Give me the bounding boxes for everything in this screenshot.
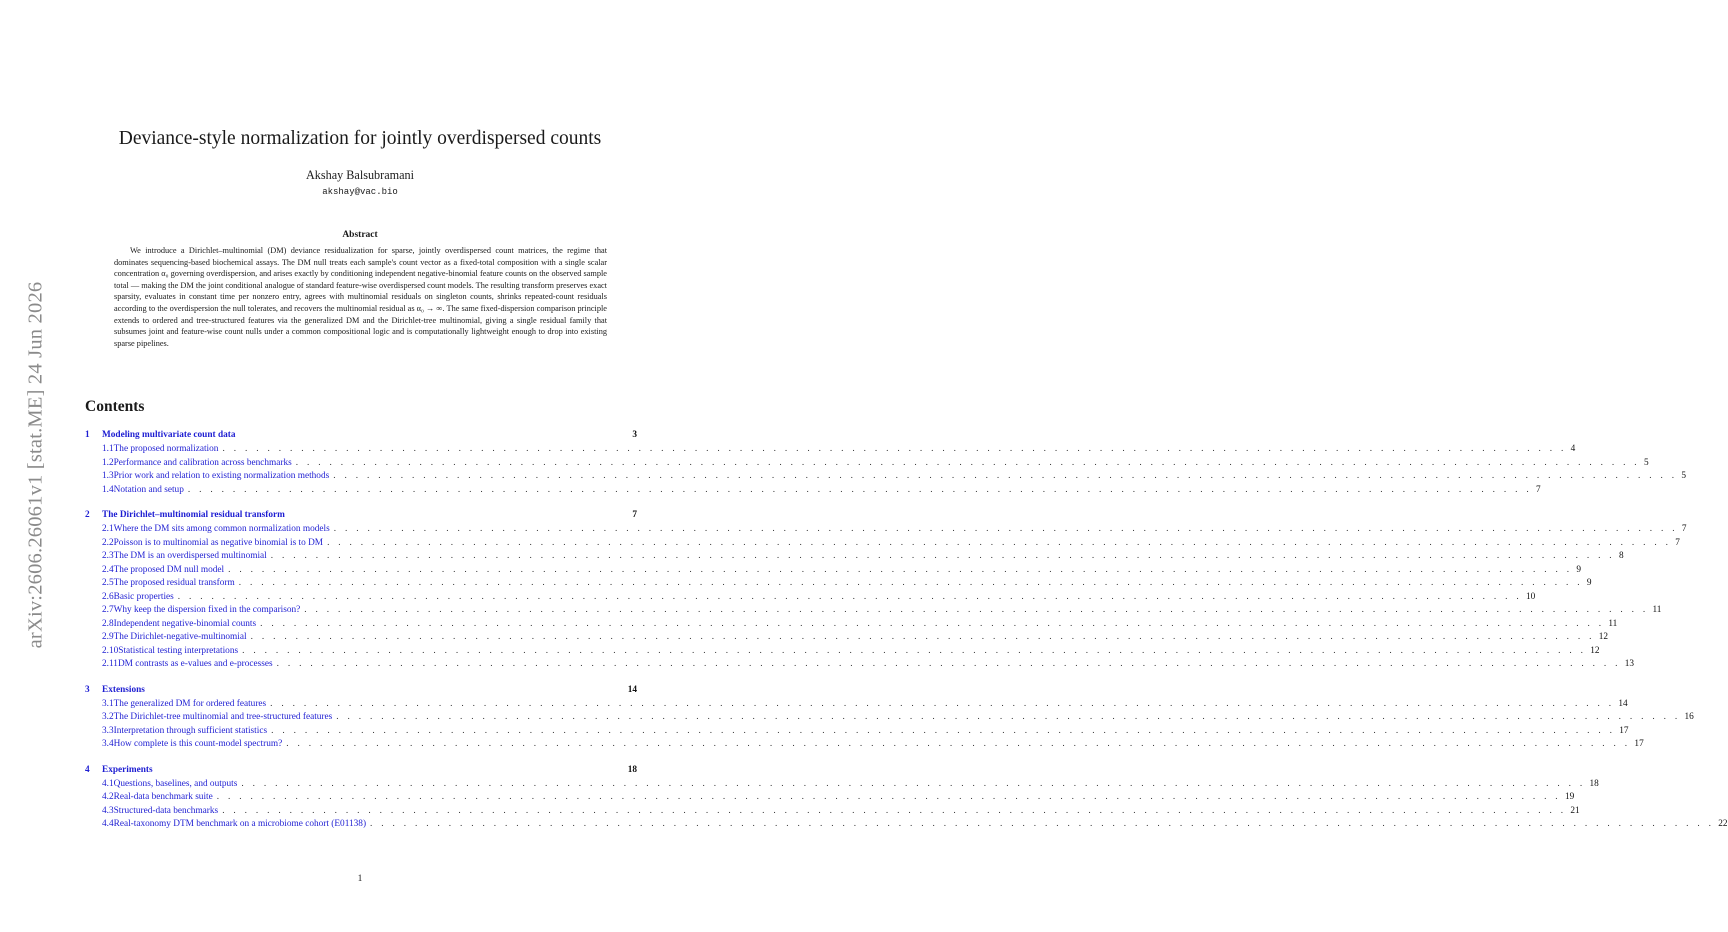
- toc-leader-dots: . . . . . . . . . . . . . . . . . . . . . . . . . . . . . . . . . . . . . . . . . . . . . . . . . . . . . . . . . . . . . . . . . . . . . . . . . . . . . . . . . . . . . . . . . . . . . . . . . . . . . . . . . . . . . . . . . . . . . . . .: [222, 805, 1567, 816]
- toc-section-page: 18: [627, 764, 637, 775]
- toc-subsection-entry[interactable]: [85, 698, 1628, 712]
- toc-subsection-page: 4: [1570, 444, 1576, 454]
- toc-subsection-number: 2.9: [102, 632, 114, 642]
- toc-section-title[interactable]: Experiments: [102, 764, 153, 775]
- toc-subsection-title[interactable]: Questions, baselines, and outputs: [113, 778, 238, 789]
- toc-spacer: [85, 672, 637, 683]
- toc-section-entry[interactable]: [85, 428, 637, 443]
- toc-subsection-title[interactable]: Interpretation through sufficient statistics: [113, 725, 268, 736]
- toc-leader-dots: . . . . . . . . . . . . . . . . . . . . . . . . . . . . . . . . . . . . . . . . . . . . . . . . . . . . . . . . . . . . . . . . . . . . . . . . . . . . . . . . . . . . . . . . . . . . . . . . . . . . . . . . . . . . . . . . . . . . . . . .: [222, 444, 1567, 454]
- toc-subsection-number: 1.3: [102, 471, 114, 481]
- toc-section-page: 7: [632, 510, 637, 520]
- toc-subsection-page: 7: [1675, 537, 1680, 548]
- toc-subsection-number: 2.3: [102, 551, 114, 561]
- toc-section-entry[interactable]: [85, 763, 637, 778]
- toc-subsection-entry[interactable]: [85, 738, 1644, 752]
- toc-subsection-page: 13: [1624, 659, 1635, 669]
- toc-subsection-entry[interactable]: [85, 778, 1599, 792]
- toc-subsection-number: 3.1: [102, 698, 114, 709]
- toc-subsection-entry[interactable]: [85, 577, 1592, 591]
- toc-subsection-entry[interactable]: [85, 805, 1580, 819]
- page-number: 1: [357, 874, 363, 884]
- toc-leader-dots: . . . . . . . . . . . . . . . . . . . . . . . . . . . . . . . . . . . . . . . . . . . . . . . . . . . . . . . . . . . . . . . . . . . . . . . . . . . . . . . . . . . . . . . . . . . . . . . . . . . . . . . . . . . . . . . . . . . . . . . .: [333, 524, 1678, 534]
- toc-subsection-number: 4.4: [102, 819, 114, 829]
- toc-subsection-page: 7: [1536, 484, 1541, 495]
- toc-subsection-page: 5: [1681, 471, 1687, 481]
- toc-subsection-entry[interactable]: [85, 523, 1687, 537]
- toc-leader-dots: . . . . . . . . . . . . . . . . . . . . . . . . . . . . . . . . . . . . . . . . . . . . . . . . . . . . . . . . . . . . . . . . . . . . . . . . . . . . . . . . . . . . . . . . . . . . . . . . . . . . . . . . . . . . . . . . . . . . . . . .: [242, 645, 1587, 656]
- toc-section-page: 3: [632, 430, 637, 440]
- author-name: Akshay Balsubramani: [306, 168, 414, 182]
- toc-subsection-title[interactable]: The generalized DM for ordered features: [113, 698, 267, 709]
- toc-subsection-entry[interactable]: [85, 604, 1662, 618]
- toc-subsection-number: 3.3: [102, 725, 114, 736]
- toc-subsection-page: 11: [1608, 618, 1618, 629]
- toc-section-number: 3: [85, 684, 90, 695]
- toc-subsection-page: 9: [1586, 578, 1592, 588]
- toc-subsection-entry[interactable]: [85, 818, 1728, 832]
- toc-subsection-entry[interactable]: [85, 658, 1635, 672]
- toc-section-title[interactable]: Modeling multivariate count data: [102, 430, 236, 440]
- toc-subsection-number: 2.8: [102, 618, 114, 629]
- toc-leader-dots: . . . . . . . . . . . . . . . . . . . . . . . . . . . . . . . . . . . . . . . . . . . . . . . . . . . . . . . . . . . . . . . . . . . . . . . . . . . . . . . . . . . . . . . . . . . . . . . . . . . . . . . . . . . . . . . . . . . . . . . .: [260, 618, 1605, 629]
- toc-subsection-title[interactable]: Where the DM sits among common normalization models: [113, 524, 330, 534]
- toc-subsection-number: 1.2: [102, 457, 114, 468]
- abstract-heading: Abstract: [342, 230, 378, 240]
- toc-subsection-entry[interactable]: [85, 484, 1541, 498]
- toc-section-title[interactable]: Extensions: [102, 684, 145, 695]
- toc-leader-dots: . . . . . . . . . . . . . . . . . . . . . . . . . . . . . . . . . . . . . . . . . . . . . . . . . . . . . . . . . . . . . . . . . . . . . . . . . . . . . . . . . . . . . . . . . . . . . . . . . . . . . . . . . . . . . . . . . . . . . . . .: [270, 698, 1615, 709]
- toc-subsection-page: 10: [1525, 591, 1536, 602]
- toc-spacer: [85, 752, 637, 763]
- toc-subsection-entry[interactable]: [85, 470, 1687, 484]
- toc-leader-dots: . . . . . . . . . . . . . . . . . . . . . . . . . . . . . . . . . . . . . . . . . . . . . . . . . . . . . . . . . . . . . . . . . . . . . . . . . . . . . . . . . . . . . . . . . . . . . . . . . . . . . . . . . . . . . . . . . . . . . . . .: [286, 739, 1631, 749]
- toc-section-number: 4: [85, 764, 90, 775]
- toc-subsection-title[interactable]: Statistical testing interpretations: [118, 645, 239, 656]
- toc-subsection-number: 2.4: [102, 564, 114, 575]
- arxiv-stamp-text: arXiv:2606.26061v1 [stat.ME] 24 Jun 2026: [24, 281, 47, 649]
- toc-subsection-page: 16: [1684, 712, 1694, 722]
- toc-subsection-number: 1.1: [102, 444, 114, 454]
- toc-subsection-title[interactable]: The proposed residual transform: [113, 578, 235, 588]
- toc-leader-dots: . . . . . . . . . . . . . . . . . . . . . . . . . . . . . . . . . . . . . . . . . . . . . . . . . . . . . . . . . . . . . . . . . . . . . . . . . . . . . . . . . . . . . . . . . . . . . . . . . . . . . . . . . . . . . . . . . . . . . . . .: [187, 484, 1533, 495]
- toc-subsection-number: 2.2: [102, 537, 114, 548]
- toc-subsection-entry[interactable]: [85, 537, 1680, 551]
- toc-section-page: 14: [627, 684, 637, 695]
- toc-subsection-title[interactable]: Poisson is to multinomial as negative binomial is to DM: [113, 537, 324, 548]
- table-of-contents: [85, 428, 1728, 832]
- toc-subsection-page: 9: [1576, 564, 1581, 575]
- toc-subsection-page: 11: [1652, 605, 1662, 615]
- toc-subsection-number: 3.4: [102, 739, 114, 749]
- toc-leader-dots: . . . . . . . . . . . . . . . . . . . . . . . . . . . . . . . . . . . . . . . . . . . . . . . . . . . . . . . . . . . . . . . . . . . . . . . . . . . . . . . . . . . . . . . . . . . . . . . . . . . . . . . . . . . . . . . . . . . . . . . .: [238, 578, 1583, 588]
- toc-subsection-entry[interactable]: [85, 711, 1694, 725]
- toc-subsection-title[interactable]: Real-data benchmark suite: [113, 792, 213, 802]
- toc-subsection-entry[interactable]: [85, 443, 1576, 457]
- toc-subsection-page: 17: [1619, 725, 1629, 736]
- toc-leader-dots: . . . . . . . . . . . . . . . . . . . . . . . . . . . . . . . . . . . . . . . . . . . . . . . . . . . . . . . . . . . . . . . . . . . . . . . . . . . . . . . . . . . . . . . . . . . . . . . . . . . . . . . . . . . . . . . . . . . . . . . .: [270, 551, 1615, 561]
- toc-section-number: 1: [85, 430, 90, 440]
- toc-subsection-title[interactable]: The DM is an overdispersed multinomial: [113, 551, 267, 561]
- toc-subsection-title[interactable]: DM contrasts as e-values and e-processes: [117, 659, 273, 669]
- toc-subsection-number: 2.1: [102, 524, 114, 534]
- toc-leader-dots: . . . . . . . . . . . . . . . . . . . . . . . . . . . . . . . . . . . . . . . . . . . . . . . . . . . . . . . . . . . . . . . . . . . . . . . . . . . . . . . . . . . . . . . . . . . . . . . . . . . . . . . . . . . . . . . . . . . . . . . .: [276, 659, 1621, 669]
- toc-leader-dots: . . . . . . . . . . . . . . . . . . . . . . . . . . . . . . . . . . . . . . . . . . . . . . . . . . . . . . . . . . . . . . . . . . . . . . . . . . . . . . . . . . . . . . . . . . . . . . . . . . . . . . . . . . . . . . . . . . . . . . . .: [177, 591, 1522, 602]
- toc-subsection-title[interactable]: The proposed DM null model: [113, 564, 225, 575]
- toc-subsection-title[interactable]: Prior work and relation to existing normalization methods: [113, 471, 330, 481]
- toc-subsection-page: 7: [1681, 524, 1687, 534]
- toc-section-entry[interactable]: [85, 508, 637, 523]
- toc-subsection-entry[interactable]: [85, 725, 1629, 739]
- toc-subsection-title[interactable]: The proposed normalization: [113, 444, 219, 454]
- toc-section-title[interactable]: The Dirichlet–multinomial residual transform: [102, 510, 285, 520]
- toc-subsection-number: 2.6: [102, 591, 114, 602]
- toc-leader-dots: . . . . . . . . . . . . . . . . . . . . . . . . . . . . . . . . . . . . . . . . . . . . . . . . . . . . . . . . . . . . . . . . . . . . . . . . . . . . . . . . . . . . . . . . . . . . . . . . . . . . . . . . . . . . . . . . . . . . . . . .: [228, 564, 1573, 575]
- toc-leader-dots: . . . . . . . . . . . . . . . . . . . . . . . . . . . . . . . . . . . . . . . . . . . . . . . . . . . . . . . . . . . . . . . . . . . . . . . . . . . . . . . . . . . . . . . . . . . . . . . . . . . . . . . . . . . . . . . . . . . . . . . .: [271, 725, 1616, 736]
- toc-leader-dots: . . . . . . . . . . . . . . . . . . . . . . . . . . . . . . . . . . . . . . . . . . . . . . . . . . . . . . . . . . . . . . . . . . . . . . . . . . . . . . . . . . . . . . . . . . . . . . . . . . . . . . . . . . . . . . . . . . . . . . . .: [370, 819, 1715, 829]
- toc-subsection-title[interactable]: Independent negative-binomial counts: [113, 618, 257, 629]
- toc-leader-dots: . . . . . . . . . . . . . . . . . . . . . . . . . . . . . . . . . . . . . . . . . . . . . . . . . . . . . . . . . . . . . . . . . . . . . . . . . . . . . . . . . . . . . . . . . . . . . . . . . . . . . . . . . . . . . . . . . . . . . . . .: [295, 457, 1640, 468]
- toc-leader-dots: . . . . . . . . . . . . . . . . . . . . . . . . . . . . . . . . . . . . . . . . . . . . . . . . . . . . . . . . . . . . . . . . . . . . . . . . . . . . . . . . . . . . . . . . . . . . . . . . . . . . . . . . . . . . . . . . . . . . . . . .: [327, 537, 1672, 548]
- toc-subsection-title[interactable]: Notation and setup: [113, 484, 184, 495]
- toc-leader-dots: . . . . . . . . . . . . . . . . . . . . . . . . . . . . . . . . . . . . . . . . . . . . . . . . . . . . . . . . . . . . . . . . . . . . . . . . . . . . . . . . . . . . . . . . . . . . . . . . . . . . . . . . . . . . . . . . . . . . . . . .: [336, 712, 1681, 722]
- abstract-body: We introduce a Dirichlet–multinomial (DM) deviance residualization for sparse, jointly overdispersed count matrices, the regime that dominates sequencing-based biochemical assays. The DM null treats each sample's count vector as a fixed-total composition with a single scalar concentration α₀ governing overdispersion, and arises exactly by conditioning independent negative-binomial feature counts on the observed sample total — making the DM the joint conditional analogue of standard feature-wise overdispersed count models. The resulting transform preserves exact sparsity, evaluates in constant time per nonzero entry, agrees with multinomial residuals on singleton counts, shrinks repeated-count residuals according to the overdispersion the null tolerates, and recovers the multinomial residual as α₀ → ∞. The same fixed-dispersion comparison principle extends to ordered and tree-structured features via the generalized DM and the Dirichlet-tree multinomial, giving a single residual family that subsumes joint and feature-wise count nulls under a common compositional logic and is computationally lightweight enough to drop into existing sparse pipelines.: [114, 246, 607, 348]
- toc-leader-dots: . . . . . . . . . . . . . . . . . . . . . . . . . . . . . . . . . . . . . . . . . . . . . . . . . . . . . . . . . . . . . . . . . . . . . . . . . . . . . . . . . . . . . . . . . . . . . . . . . . . . . . . . . . . . . . . . . . . . . . . .: [250, 632, 1595, 642]
- paper-title: Deviance-style normalization for jointly overdispersed counts: [118, 128, 602, 149]
- contents-heading: Contents: [85, 398, 145, 415]
- toc-subsection-page: 5: [1643, 457, 1649, 468]
- toc-subsection-title[interactable]: The Dirichlet-negative-multinomial: [113, 632, 247, 642]
- toc-subsection-entry[interactable]: [85, 618, 1618, 632]
- toc-subsection-entry[interactable]: [85, 591, 1536, 605]
- toc-subsection-page: 21: [1570, 805, 1580, 816]
- toc-subsection-number: 2.7: [102, 605, 114, 615]
- toc-subsection-number: 3.2: [102, 712, 114, 722]
- toc-leader-dots: . . . . . . . . . . . . . . . . . . . . . . . . . . . . . . . . . . . . . . . . . . . . . . . . . . . . . . . . . . . . . . . . . . . . . . . . . . . . . . . . . . . . . . . . . . . . . . . . . . . . . . . . . . . . . . . . . . . . . . . .: [216, 792, 1561, 802]
- toc-subsection-page: 17: [1634, 739, 1644, 749]
- toc-leader-dots: . . . . . . . . . . . . . . . . . . . . . . . . . . . . . . . . . . . . . . . . . . . . . . . . . . . . . . . . . . . . . . . . . . . . . . . . . . . . . . . . . . . . . . . . . . . . . . . . . . . . . . . . . . . . . . . . . . . . . . . .: [333, 471, 1678, 481]
- toc-subsection-title[interactable]: The Dirichlet-tree multinomial and tree-structured features: [113, 712, 333, 722]
- toc-subsection-number: 4.2: [102, 792, 114, 802]
- toc-subsection-number: 2.11: [102, 659, 118, 669]
- toc-subsection-number: 2.5: [102, 578, 114, 588]
- toc-subsection-title[interactable]: Real-taxonomy DTM benchmark on a microbiome cohort (E01138): [113, 819, 367, 829]
- toc-leader-dots: . . . . . . . . . . . . . . . . . . . . . . . . . . . . . . . . . . . . . . . . . . . . . . . . . . . . . . . . . . . . . . . . . . . . . . . . . . . . . . . . . . . . . . . . . . . . . . . . . . . . . . . . . . . . . . . . . . . . . . . .: [241, 778, 1586, 789]
- toc-subsection-page: 12: [1590, 645, 1600, 656]
- toc-spacer: [85, 497, 637, 508]
- toc-subsection-entry[interactable]: [85, 791, 1575, 805]
- toc-subsection-title[interactable]: How complete is this count-model spectrum?: [113, 739, 283, 749]
- toc-section-number: 2: [85, 510, 90, 520]
- toc-subsection-page: 19: [1564, 792, 1575, 802]
- toc-subsection-entry[interactable]: [85, 645, 1600, 659]
- toc-subsection-page: 18: [1589, 778, 1599, 789]
- toc-section-entry[interactable]: [85, 683, 637, 698]
- toc-subsection-number: 4.3: [102, 805, 114, 816]
- toc-subsection-entry[interactable]: [85, 457, 1649, 471]
- toc-subsection-page: 8: [1618, 551, 1624, 561]
- toc-subsection-page: 14: [1618, 698, 1628, 709]
- toc-subsection-entry[interactable]: [85, 631, 1609, 645]
- author-email[interactable]: akshay@vac.bio: [322, 187, 398, 197]
- toc-leader-dots: . . . . . . . . . . . . . . . . . . . . . . . . . . . . . . . . . . . . . . . . . . . . . . . . . . . . . . . . . . . . . . . . . . . . . . . . . . . . . . . . . . . . . . . . . . . . . . . . . . . . . . . . . . . . . . . . . . . . . . . .: [304, 605, 1649, 615]
- toc-subsection-title[interactable]: Performance and calibration across benchmarks: [113, 457, 292, 468]
- toc-subsection-number: 1.4: [102, 484, 114, 495]
- toc-subsection-page: 12: [1598, 632, 1609, 642]
- toc-subsection-page: 22: [1718, 819, 1728, 829]
- toc-subsection-entry[interactable]: [85, 564, 1581, 578]
- toc-subsection-title[interactable]: Basic properties: [113, 591, 174, 602]
- toc-subsection-title[interactable]: Why keep the dispersion fixed in the comparison?: [113, 605, 301, 615]
- toc-subsection-title[interactable]: Structured-data benchmarks: [113, 805, 219, 816]
- arxiv-identifier-stamp: [16, 250, 56, 680]
- toc-subsection-entry[interactable]: [85, 550, 1624, 564]
- toc-subsection-number: 2.10: [102, 645, 119, 656]
- toc-subsection-number: 4.1: [102, 778, 114, 789]
